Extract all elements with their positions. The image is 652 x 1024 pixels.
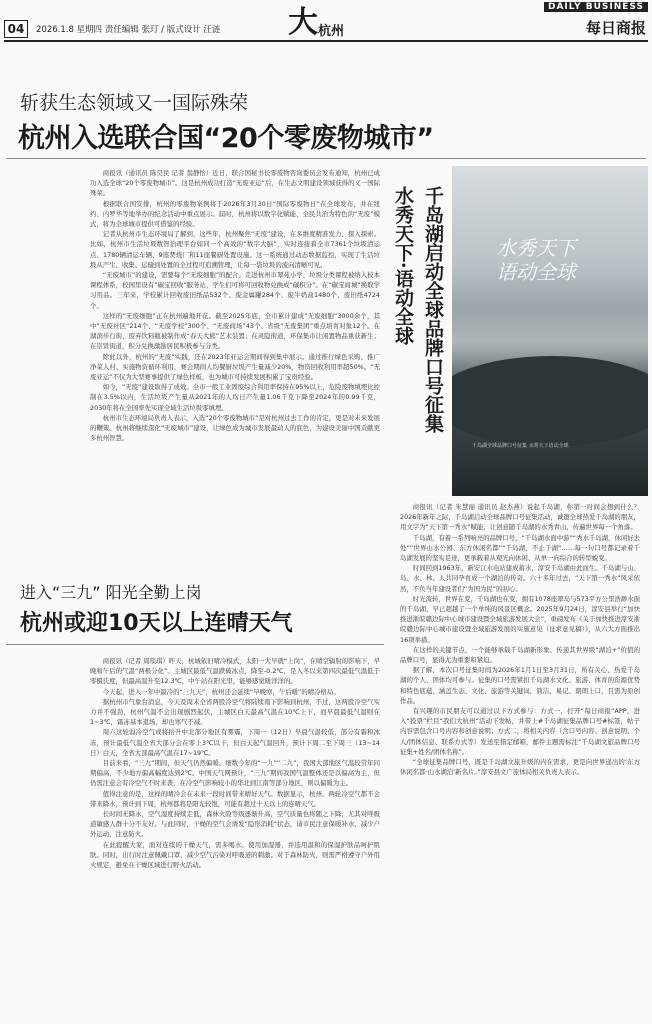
article2-paragraph: 周六这轮弱冷空气或将抬升中北部分地区有雾霾，下周一（12日）早晨气温较低，部分有霜和冰冻，预计最低气温全省大部分会在零上3℃以下，但白天起气温回升，预计下周二至下周三（13~14日）白天，全省大部最高气温在17~19℃。 — [90, 728, 380, 757]
article2-paragraph: 长时间无降水，空气湿度持续走低，森林火险等级逐渐升高，空气质量也将随之下降，尤其对呼吸道敏感人群十分不友好。与此同时，干燥的空气会诱发“隐形消耗”状态，请市民注意保暖补水，减少户外运动，注意防火。 — [90, 810, 380, 839]
poster-slogan: 水秀天下 语动全球 — [496, 236, 576, 284]
article1-headline: 杭州入选联合国“20个零废物城市” — [18, 123, 434, 154]
poster-island — [452, 356, 648, 446]
page-header — [0, 0, 652, 44]
article3-paragraph: 时光流转，世界在变，千岛湖也在变，拥有1078座翠岛与573平方公里浩渺水面的千岛湖，早已超越了一个单纯的风景区概念。2025年9月24日，淳安县举行“加快推进浙皖赣边际中心城市建设暨全域旅游发展大会”，重磅发布《关于加快推进淳安浙皖赣边际中心城市建设暨全域旅游发展的实施意见（征求意见稿）》，从六大方面推出16项举措。 — [400, 594, 640, 644]
section-name: 杭州 — [318, 24, 345, 39]
article2-paragraph: 值得注意的是，这样的晴冷会在未来一段时间带来晴好天气。数据显示，杭州，两轮冷空气都不会带来降水，预计到下周，杭州都将是阳光较饱，可能有超过十天以上的连晴天气。 — [90, 789, 380, 808]
section-logo-mark: 大 — [288, 5, 318, 40]
article1-paragraph: 除此以外，杭州的“无废”实践，还在2023年亚运会期间得到集中展示。通过推行绿色采购、推广净菜入村、实施物资循环利用，赛会期间人均餐厨垃圾产生量减少20%，物资回收利用率超50%。“无废亚运”不仅为大型赛事提供了绿色样板，也为城市可持续发展积累了宝贵经验。 — [90, 352, 380, 382]
campaign-poster — [452, 166, 648, 496]
article1-kicker: 斩获生态领域又一国际殊荣 — [20, 92, 249, 114]
article1-divider — [6, 158, 646, 159]
article3-paragraph: 在这样的关键节点，一个能够承载千岛湖新形象、传递其世界级“湖泊+”价值的品牌口号，显得尤为重要和紧迫。 — [400, 645, 640, 665]
article3-paragraph: 千岛湖，有着一系列响亮的品牌口号，“千岛湖水面中游”“秀水千岛湖，休闲好去处”“世界山水公园、东方休闲名都”“千岛湖，不止于湖”……每一句口号都记录着千岛湖发展的坚实足迹，更承载着从观光向休闲、从单一向综合的转型蜕变。 — [400, 533, 640, 563]
article3-paragraph: 有兴趣的市民朋友可以通过以下方式参与：方式一，打开“每日商报”APP，进入“投票”栏目“我们大杭州”活动下发帖，并带上#千岛湖征集品牌口号#标签，帖子内容需包含口号内容和创意说明；方式二，将相关内容（含口号内容、创意说明、个人/团体信息、联系方式等）发送至指定邮箱，邮件主题需标注“千岛湖文旅品牌口号征集+姓名/团体名称”。 — [400, 707, 640, 756]
article3-paragraph: 商报讯（记者 朱慧丽 通讯员 赵杰燕）说起千岛湖，你第一时间会想到什么？2026年新年之际，千岛湖启动全球品牌口号征集活动，诚邀全球热爱千岛湖的朋友，用文字为“天下第一秀水”赋能，让创意随千岛湖的水秀青山，传遍世界每一个角落。 — [400, 503, 640, 532]
article1-paragraph: 记者从杭州市生态环境局了解到，这些年，杭州聚焦“无废”建设，在多维度精准发力、探入探索。比如，杭州市生活垃圾数智治理平台如同一个高效的“数字大脑”，实时连接着全市7361个垃圾清运点、1780辆清运车辆、9座焚烧厂和11座餐厨处置设施。这一系统通过动态数据监控，实现了生活垃圾从产生、收集、运输到处置的全过程可追溯管理，让每一袋垃圾的流向清晰可见。 — [90, 230, 380, 269]
article3-paragraph: 据了解，本次口号征集时间为2026年1月1日至3月31日，所有关心、热爱千岛湖的个人、团体均可参与。征集的口号需紧扣千岛湖水文化、旅游、体育的资源优势和特色底蕴，涵盖生态、文化、旅游等关键词，简洁、易记、朗朗上口，且需为原创作品。 — [400, 666, 640, 705]
article2-paragraph: 商报讯（记者 周琰琪）昨天，杭城依旧晴冷模式，太阳一大早就“上岗”，在晴空辐射的影响下，早晚和午后的气温“两极分化”。主城区最低气温跌破冰点，降至-0.2℃，是入冬以来第四次最低气温低于零摄氏度，但最高温升至12.3℃，中午站在阳光里，能够感觉暖洋洋的。 — [90, 657, 380, 686]
article3-paragraph: 时间回到1963年，新安江水电站建成蓄水，淳安千岛湖由此而生。千岛湖与山、岛、水、林、人共同孕育成一个湖泊的传奇。六十多年过去，“天下第一秀水”风采依然，不负当年建设者们“为国为民”的初心。 — [400, 564, 640, 593]
header-divider — [4, 40, 648, 42]
article2-headline: 杭州或迎10天以上连晴天气 — [20, 611, 293, 636]
article1-paragraph: 杭州市生态环境局负责人表示，入选“20个零废物城市”是对杭州过去工作的肯定，更是对未来发展的鞭策。杭州将继续深化“无废城市”建设，让绿色成为城市发展最动人的底色，为建设美丽中国贡献更多杭州智慧。 — [90, 413, 380, 443]
article1-paragraph: 这样的“无废细胞”正在杭州遍地开花。截至2025年底，全市累计建成“无废细胞”3000余个，其中“无废社区”214个、“无废学校”300个、“无废商场”43个、省级“无废集团”重点培育对象12个。在湖滨步行街，废弃饮料瓶被制作成“春天大熊”艺术装置；在灵隐街道，环保集市让闲置物品重获新生；在崇贤街道，积分兑换激励居民积极参与分类。 — [90, 311, 380, 351]
article1-paragraph: 根据联合国安排，杭州的零废物案例将于2026年3月30日“国际零废物日”在全球发布，并在纽约、内罗毕等地举办的纪念活动中重点展示。届时，杭州将以数字化赋能、全民共治为特色的“无废”模式，将为全球城市提供可借鉴的经验。 — [90, 199, 380, 229]
article3-headline: 千岛湖启动全球品牌口号征集 — [422, 186, 444, 433]
brand-english: DAILY BUSINESS — [544, 2, 648, 12]
article2-paragraph: 据杭州市气象台消息，今天及周末全省两股冷空气将陆续南下影响到杭州，不过，这两股冷空气实力并不强劲，杭州气温不会出现剧烈起伏，主城区白天最高气温在10℃上下，而早晨最低气温则在1~3℃，霜冻基本退场，却也寒气不减。 — [90, 697, 380, 727]
article2-paragraph: 今天起，进入一年中最冷的“三九天”，杭州还会延续“早晚寒，午后暖”的晴冷格局。 — [102, 687, 340, 696]
article3-body — [400, 502, 640, 1020]
article2-kicker: 进入“三九” 阳光全勤上岗 — [20, 583, 202, 602]
page-number: 04 — [4, 20, 28, 38]
article1-paragraph: 商报讯（通讯员 陈昊民 记者 翁静怡）近日，联合国秘书长零废物咨询委员会发布通知，杭州已成功入选全球“20个零废物城市”。这是杭州成功打造“无废亚运”后，在生态文明建设领域获得的又一国际殊荣。 — [90, 169, 380, 198]
article1-body — [90, 168, 380, 552]
article3-paragraph: “全球征集品牌口号，既是千岛湖文旅升级的内在需求，更是向世界递出的‘东方休闲名都·山水湖泊’新名片。”淳安县文广旅体局相关负责人表示。 — [400, 758, 640, 777]
article3-subheadline: 水秀天下·语动全球 — [392, 186, 414, 345]
article2-body — [90, 656, 380, 1016]
article2-divider — [6, 644, 384, 645]
brand-chinese: 每日商报 — [585, 19, 646, 37]
article2-paragraph: 目前来看，“三九”期间，但天气仍然偏暖。细数今年的“一九”“二九”，我国大部地区气温较常年同期偏高，不少地方偏高幅度达到2℃。中国天气网预计，“三九”期间我国气温整体还是以偏高为主，但仍需注意会有冷空气不时来袭，在冷空气影响较小的华北到江南等部分地区，则以偏暖为主。 — [90, 759, 380, 788]
article1-paragraph: “无废城市”的建设，需要每个“无废细胞”的配合。走进杭州市翠苑小学，垃圾分类课程被纳入校本课程体系，校园里设有“碳宝回收”服务站，学生们可将可回收物兑换成“碳积分”。在“碳宝商城”换取学习用品。三年来，学校累计回收废旧纸品532个、废金属罐284个、废牛奶盒1480个、废旧纸4724个。 — [90, 271, 380, 310]
poster-caption: 千岛湖全球品牌口号征集 水秀天下语动全球 — [472, 443, 569, 449]
article1-paragraph: 如今，“无废”建设取得了成效。全市一般工业固废综合利用率保持在95%以上，危险废物填埋比控制在3.5%以内，生活垃圾产生量从2021年的人均日产生量1.06千克下降至2024年的0.99千克，2030年将在全国率先实现全域生活垃圾零填埋。 — [90, 383, 380, 412]
article2-paragraph: 在此提醒大家，面对连续的干燥天气，需多喝水、使用加湿器，并选用温和的保湿护肤品呵护肌肤。同时，出行时注意佩戴口罩，减少空气污染对呼吸道的刺激。对于森林防火，则需严格遵守户外用火规定，避免在干燥区域进行野火活动。 — [90, 840, 380, 870]
issue-meta: 2026.1.8 星期四 责任编辑 张玎 / 版式设计 汪涟 — [36, 25, 221, 35]
